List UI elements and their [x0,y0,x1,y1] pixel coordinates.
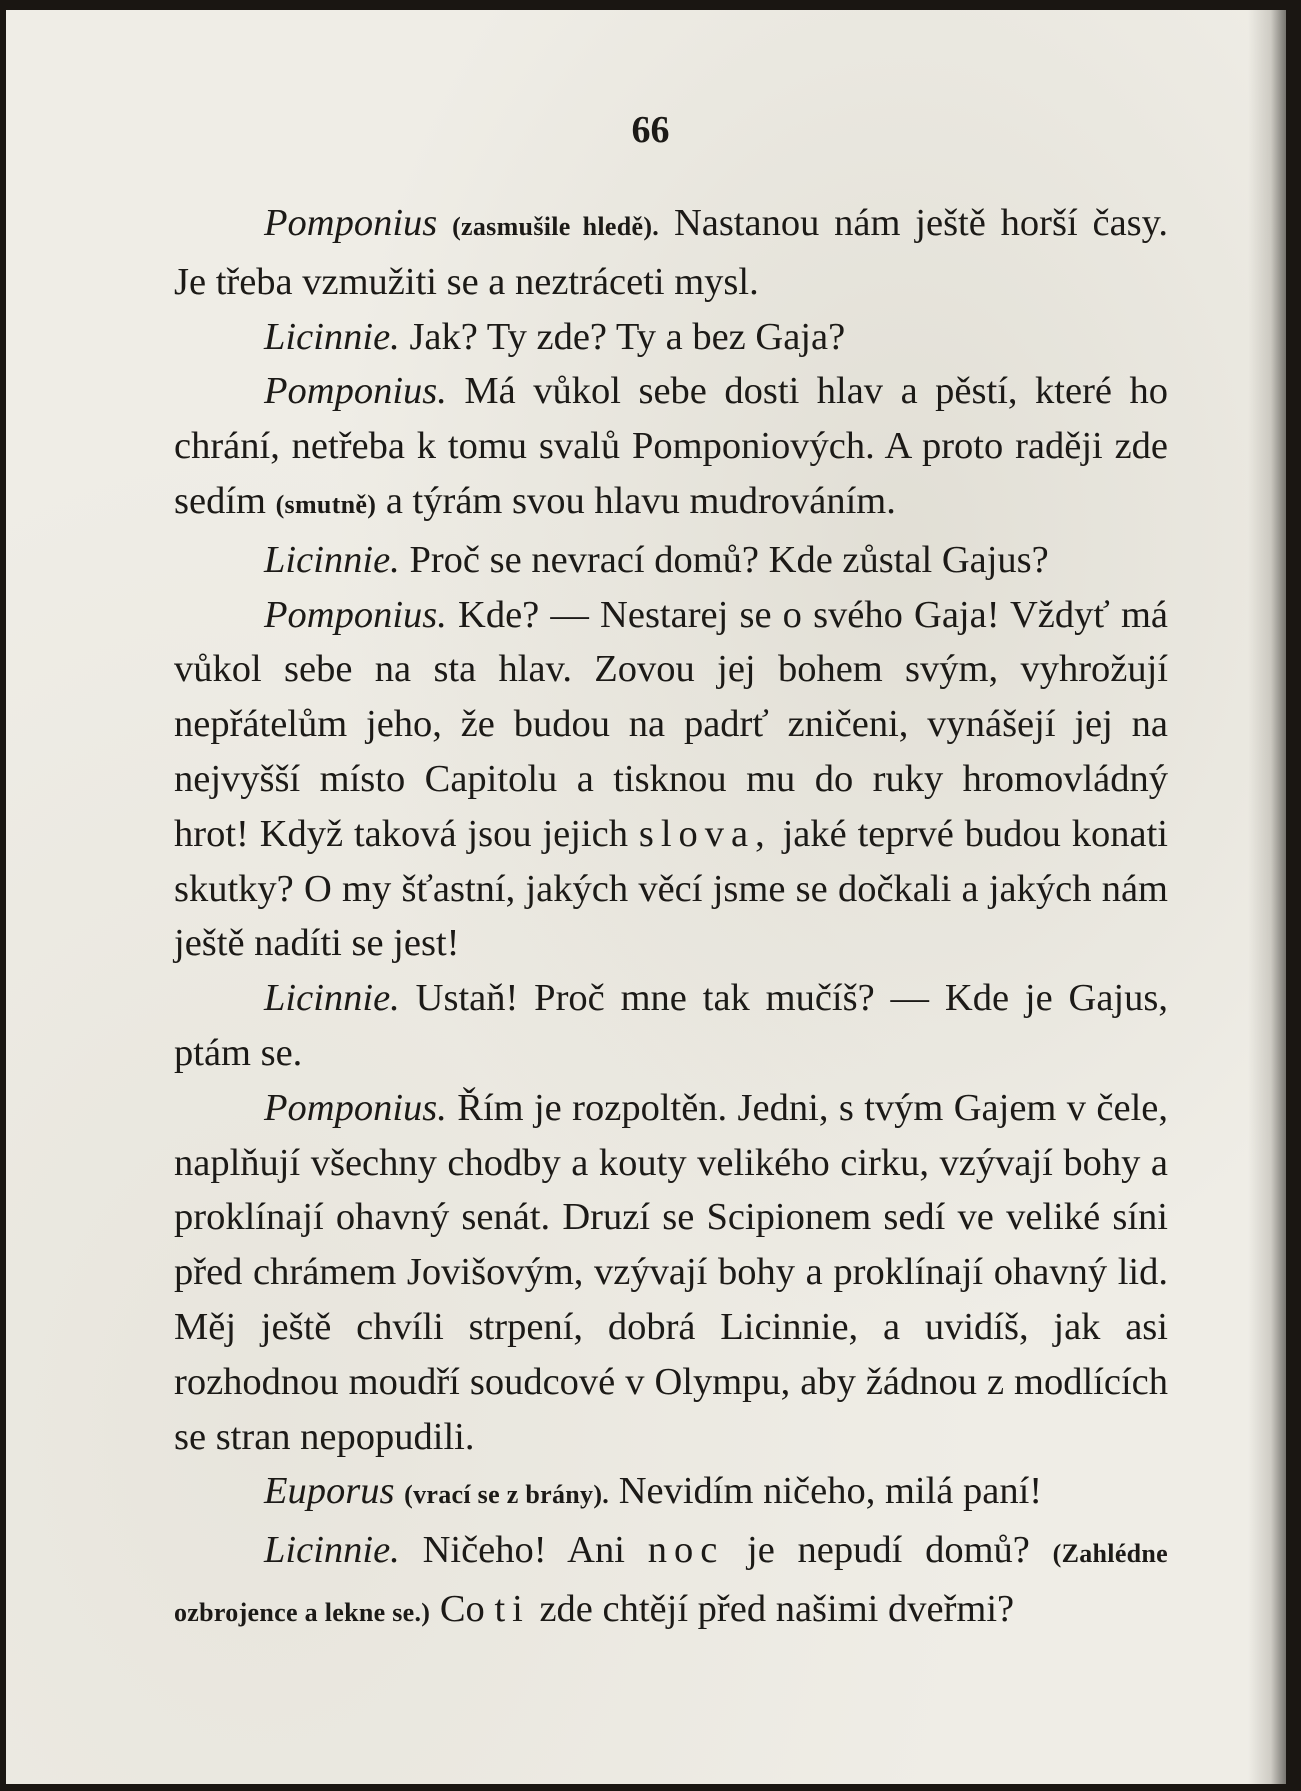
speech-text: Nastanou nám ještě horší časy. Je třeba vzmužiti se a neztráceti mysl. [174,202,1169,303]
page-binding-shadow [1248,10,1286,1784]
stage-direction: (Zahlédne ozbrojence a lekne se.) [174,1539,1169,1627]
speech [174,1523,1168,1641]
speech-text: zde chtějí před našimi dveřmi? [539,1587,1015,1630]
speaker-name: Licinnie. [264,315,400,358]
speech [174,1464,1168,1523]
stage-direction: (smutně) [275,489,377,519]
dialogue-text [174,196,1168,1641]
speech-text: jaké teprvé budou konati skutky? O my šťastní, jakých věcí jsme se dočkali a jakých nám ještě nadíti se jest! [174,812,1168,965]
speaker-name: Pomponius. [264,370,447,413]
speech-text: Ničeho! Ani [422,1529,625,1572]
speech-text: Kde? — Nestarej se o svého Gaja! Vždyť má vůkol sebe na sta hlav. Zovou jej bohem svým, vyhrožují nepřátelům jeho, že budou na padrť zničeni, vynášejí jej na nejvyšší místo Capitolu a tisknou mu do ruky hromovládný hrot! Když taková jsou jejich [174,593,1169,855]
stage-direction: (vrací se z brány). [404,1480,610,1510]
emphasized-word: ti [494,1587,530,1630]
speaker-name: Euporus [264,1470,395,1513]
emphasized-word: slova, [638,812,772,855]
speech-text: Řím je rozpoltěn. Jedni, s tvým Gajem v čele, naplňují všechny chodby a kouty velikého cirku, vzývají bohy a proklínají ohavný senát. Druzí se Scipionem sedí ve veliké síni před chrámem Jovišovým, vzývají bohy a proklínají ohavný lid. Měj ještě chvíli strpení, dobrá Licinnie, a uvidíš, jak asi rozhodnou moudří soudcové v Olympu, aby žádnou z modlících se stran nepopudili. [174,1086,1168,1458]
speech [174,196,1168,310]
speech-text: Jak? Ty zde? Ty a bez Gaja? [409,315,846,358]
page-number: 66 [631,109,670,151]
speech-text: Co [439,1587,485,1630]
speech-text: a týrám svou hlavu mudrováním. [385,479,896,522]
speech [174,588,1168,972]
speech [174,533,1168,588]
speech-text: je nepudí domů? [747,1529,1030,1572]
speech [174,310,1168,365]
speech [174,364,1168,532]
speaker-name: Licinnie. [264,977,400,1020]
speaker-name: Licinnie. [264,538,400,581]
emphasized-word: noc [647,1529,725,1572]
speaker-name: Pomponius. [264,1086,447,1129]
speaker-name: Licinnie. [264,1529,400,1572]
speech [174,1081,1168,1465]
speech-text: Ustaň! Proč mne tak mučíš? — Kde je Gajus, ptám se. [174,977,1168,1074]
speech-text: Má vůkol sebe dosti hlav a pěstí, které ho chrání, netřeba k tomu svalů Pomponiových. A proto raději zde sedím [174,370,1169,522]
speaker-name: Pomponius [264,202,438,244]
speech-text: Proč se nevrací domů? Kde zůstal Gajus? [409,538,1049,581]
speech-text: Nevidím ničeho, milá paní! [618,1470,1043,1513]
speech [174,971,1168,1081]
stage-direction: (zasmušile hledě). [452,212,660,241]
speaker-name: Pomponius. [264,593,447,636]
